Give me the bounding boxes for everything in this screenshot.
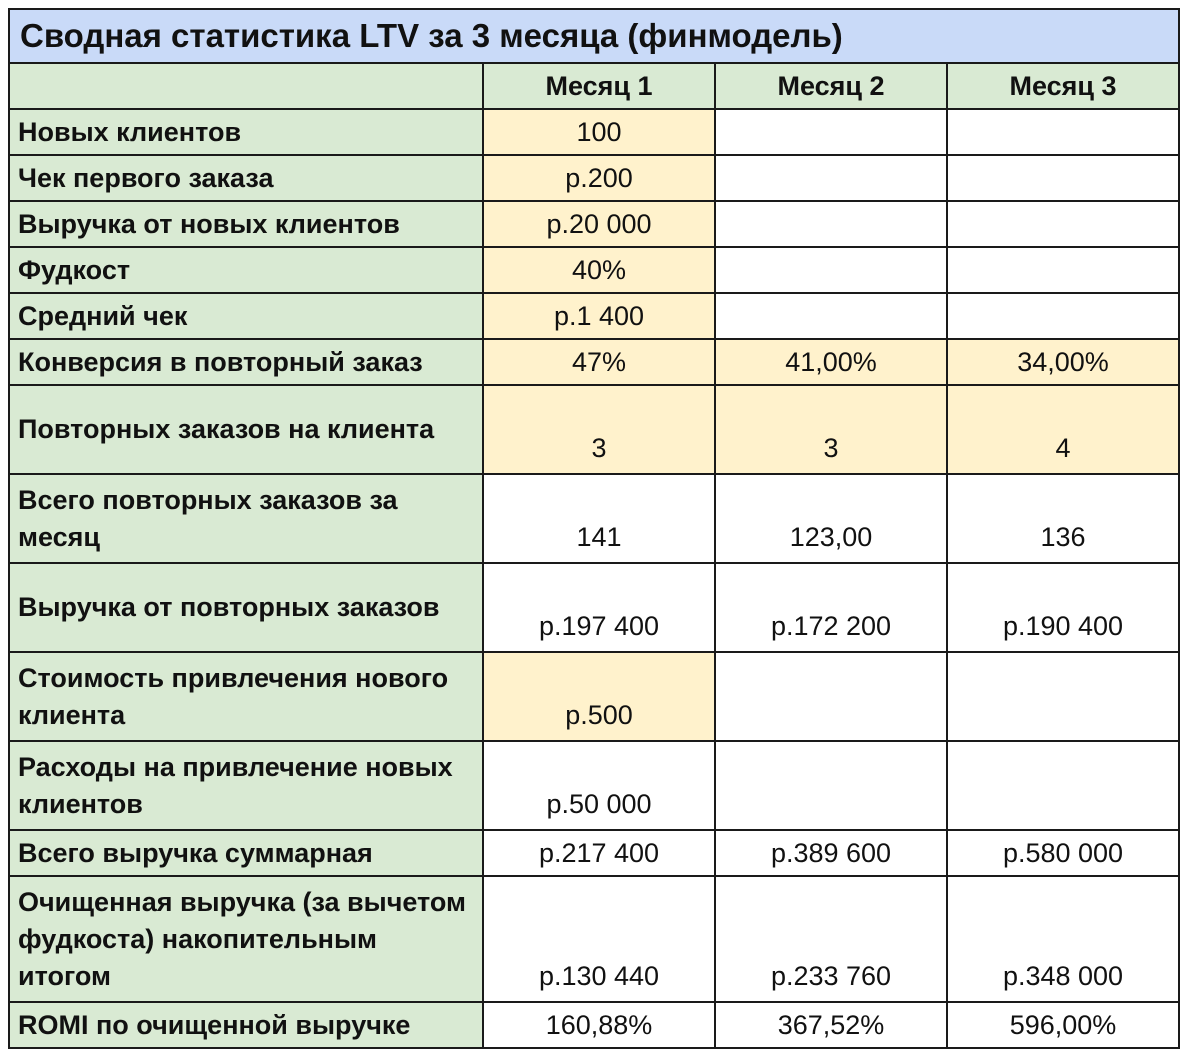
- cell[interactable]: [715, 741, 947, 830]
- table-row: [9, 385, 1179, 474]
- cell[interactable]: [715, 109, 947, 155]
- cell[interactable]: 100: [483, 109, 715, 155]
- table-row: [9, 741, 1179, 830]
- cell[interactable]: [947, 109, 1179, 155]
- row-label[interactable]: Повторных заказов на клиента: [9, 385, 483, 474]
- title-row: [9, 9, 1179, 63]
- cell[interactable]: р.172 200: [715, 563, 947, 652]
- cell[interactable]: [947, 293, 1179, 339]
- cell[interactable]: [947, 155, 1179, 201]
- table-row: [9, 1002, 1179, 1048]
- table-row: [9, 652, 1179, 741]
- corner-cell[interactable]: [9, 63, 483, 109]
- cell[interactable]: р.190 400: [947, 563, 1179, 652]
- cell[interactable]: р.20 000: [483, 201, 715, 247]
- cell[interactable]: р.200: [483, 155, 715, 201]
- row-label[interactable]: Всего повторных заказов за месяц: [9, 474, 483, 563]
- cell[interactable]: р.500: [483, 652, 715, 741]
- cell[interactable]: 3: [483, 385, 715, 474]
- cell[interactable]: р.580 000: [947, 830, 1179, 876]
- cell[interactable]: р.389 600: [715, 830, 947, 876]
- table-row: [9, 830, 1179, 876]
- table-row: [9, 247, 1179, 293]
- cell[interactable]: [715, 155, 947, 201]
- row-label[interactable]: Стоимость привлечения нового клиента: [9, 652, 483, 741]
- row-label[interactable]: ROMI по очищенной выручке: [9, 1002, 483, 1048]
- cell[interactable]: 596,00%: [947, 1002, 1179, 1048]
- cell[interactable]: р.197 400: [483, 563, 715, 652]
- table-title[interactable]: Сводная статистика LTV за 3 месяца (финмодель): [9, 9, 1179, 63]
- header-row: [9, 63, 1179, 109]
- cell[interactable]: 367,52%: [715, 1002, 947, 1048]
- cell[interactable]: 123,00: [715, 474, 947, 563]
- table-row: [9, 109, 1179, 155]
- cell[interactable]: 141: [483, 474, 715, 563]
- table-row: [9, 155, 1179, 201]
- column-header-month-3[interactable]: Месяц 3: [947, 63, 1179, 109]
- row-label[interactable]: Всего выручка суммарная: [9, 830, 483, 876]
- cell[interactable]: 160,88%: [483, 1002, 715, 1048]
- table-row: [9, 339, 1179, 385]
- cell[interactable]: р.1 400: [483, 293, 715, 339]
- table-row: [9, 474, 1179, 563]
- table-row: [9, 563, 1179, 652]
- cell[interactable]: [715, 247, 947, 293]
- cell[interactable]: [947, 741, 1179, 830]
- row-label[interactable]: Средний чек: [9, 293, 483, 339]
- table-row: [9, 201, 1179, 247]
- cell[interactable]: [715, 652, 947, 741]
- table-row: [9, 293, 1179, 339]
- cell[interactable]: 34,00%: [947, 339, 1179, 385]
- cell[interactable]: [947, 201, 1179, 247]
- row-label[interactable]: Конверсия в повторный заказ: [9, 339, 483, 385]
- cell[interactable]: [715, 293, 947, 339]
- ltv-table: [8, 8, 1180, 1049]
- cell[interactable]: р.217 400: [483, 830, 715, 876]
- cell[interactable]: 4: [947, 385, 1179, 474]
- row-label[interactable]: Чек первого заказа: [9, 155, 483, 201]
- cell[interactable]: [947, 652, 1179, 741]
- column-header-month-2[interactable]: Месяц 2: [715, 63, 947, 109]
- cell[interactable]: р.233 760: [715, 876, 947, 1002]
- cell[interactable]: 41,00%: [715, 339, 947, 385]
- cell[interactable]: 47%: [483, 339, 715, 385]
- row-label[interactable]: Расходы на привлечение новых клиентов: [9, 741, 483, 830]
- cell[interactable]: 40%: [483, 247, 715, 293]
- table-row: [9, 876, 1179, 1002]
- row-label[interactable]: Выручка от новых клиентов: [9, 201, 483, 247]
- column-header-month-1[interactable]: Месяц 1: [483, 63, 715, 109]
- cell[interactable]: р.348 000: [947, 876, 1179, 1002]
- cell[interactable]: [947, 247, 1179, 293]
- cell[interactable]: 136: [947, 474, 1179, 563]
- row-label[interactable]: Выручка от повторных заказов: [9, 563, 483, 652]
- cell[interactable]: р.50 000: [483, 741, 715, 830]
- cell[interactable]: [715, 201, 947, 247]
- cell[interactable]: 3: [715, 385, 947, 474]
- row-label[interactable]: Новых клиентов: [9, 109, 483, 155]
- row-label[interactable]: Фудкост: [9, 247, 483, 293]
- row-label[interactable]: Очищенная выручка (за вычетом фудкоста) накопительным итогом: [9, 876, 483, 1002]
- cell[interactable]: р.130 440: [483, 876, 715, 1002]
